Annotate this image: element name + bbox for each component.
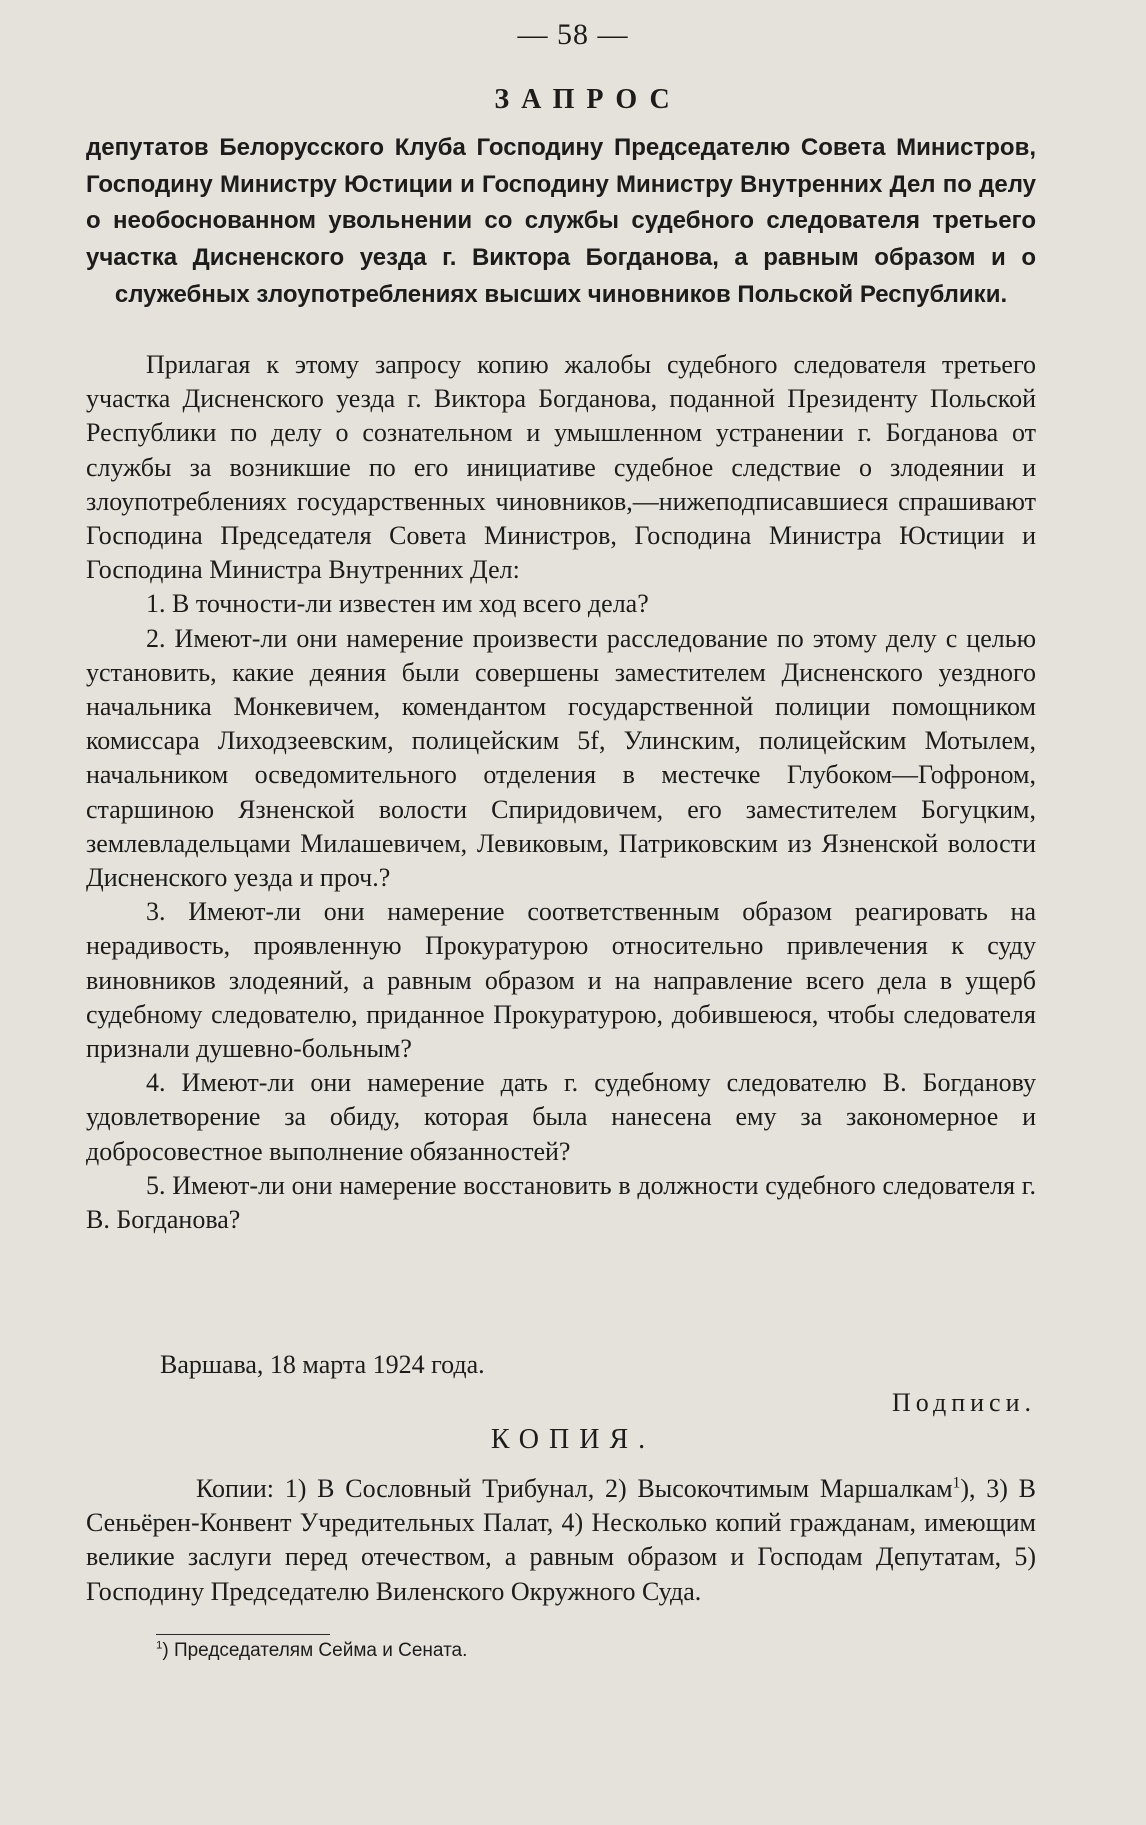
- copies-text-start: Копии: 1) В Сословный Трибунал, 2) Высокочтимым Маршалкам: [196, 1474, 953, 1503]
- page-number: — 58 —: [517, 18, 629, 51]
- footnote: [156, 1640, 467, 1662]
- signatures-label: Подписи.: [891, 1388, 1036, 1417]
- copy-heading: КОПИЯ.: [490, 1424, 656, 1455]
- question-2: 2. Имеют-ли они намерение произвести расследование по этому делу с целью установить, какие деяния были совершены заместителем Дисненского уездного начальника Монкевичем, комендантом государственной полиции помощником комиссара Лиходзеевским, полицейским 5f, Улинским, полицейским Мотылем, начальником осведомительного отделения в местечке Глубоком—Гофроном, старшиною Язненской волости Спиридовичем, его заместителем Богуцким, землевладельцами Милашевичем, Левиковым, Патриковским из Язненской волости Дисненского уезда и проч.?: [86, 623, 1036, 893]
- question-4: 4. Имеют-ли они намерение дать г. судебному следователю В. Богданову удовлетворение за обиду, которая была нанесена ему за закономерное и добросовестное выполнение обязанностей?: [86, 1068, 1036, 1166]
- place-date: Варшава, 18 марта 1924 года.: [160, 1350, 485, 1379]
- question-3: 3. Имеют-ли они намерение соответственным образом реагировать на нерадивость, проявленную Прокуратурою относительно привлечения к суду виновников злодеяний, а равным образом и на направление всего дела в ущерб судебному следователю, приданное Прокуратурою, добившеюся, чтобы следователя признали душевно-больным?: [86, 897, 1036, 1064]
- footnote-reference: 1: [952, 1474, 961, 1492]
- footnote-divider: [156, 1634, 330, 1635]
- copies-text-end: ), 3) В Сеньёрен-Конвент Учредительных Палат, 4) Несколько копий гражданам, имеющим великие заслуги перед отечеством, а равным образом и Господам Депутатам, 5) Господину Председателю Виленского Окружного Суда.: [86, 1474, 1036, 1606]
- question-5: 5. Имеют-ли они намерение восстановить в должности судебного следователя г. В. Богданова?: [86, 1170, 1036, 1235]
- copies-section: [86, 1472, 1036, 1609]
- question-1: 1. В точности-ли известен им ход всего дела?: [146, 589, 649, 619]
- footnote-text: ) Председателям Сейма и Сената.: [162, 1640, 468, 1661]
- document-title: ЗАПРОС: [494, 84, 682, 115]
- footnote-mark: 1: [156, 1639, 163, 1652]
- body-paragraph: Прилагая к этому запросу копию жалобы судебного следователя третьего участка Дисненского уезда г. Виктора Богданова, поданной Президенту Польской Республики по делу о сознательном и умышленном устранении г. Богданова от службы за возникшие по его инициативе судебное следствие о злодеянии и злоупотреблениях государственных чиновников,—нижеподписавшиеся спрашивают Господина Председателя Совета Министров, Господина Министра Юстиции и Господина Министра Внутренних Дел:: [86, 350, 1036, 585]
- document-body: [86, 348, 1036, 1237]
- document-subtitle: депутатов Белорусского Клуба Господину Председателю Совета Министров, Господину Министру Юстиции и Господину Министру Внутренних Дел по делу о необоснованном увольнении со службы судебного следователя третьего участка Дисненского уезда г. Виктора Богданова, а равным образом и о служебных злоупотреблениях высших чиновников Польской Республики.: [86, 134, 1036, 308]
- copies-paragraph: [86, 1472, 1036, 1609]
